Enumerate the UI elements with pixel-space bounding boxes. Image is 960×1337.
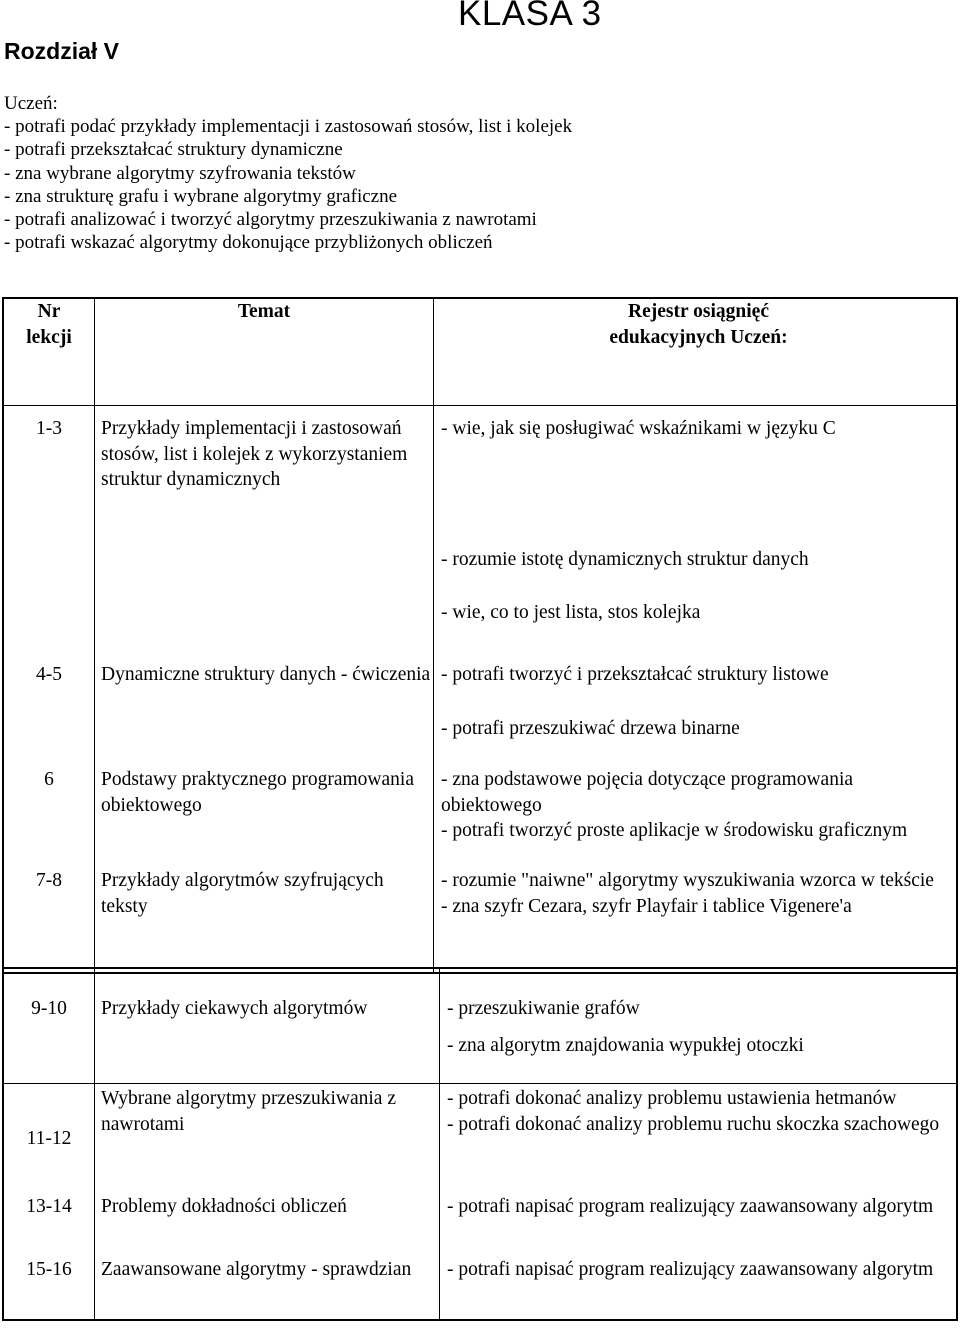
lesson-topic: Przykłady implementacji i zastosowań stosów, list i kolejek z wykorzystaniem struktur dynamicznych xyxy=(95,406,434,653)
outcome: - zna szyfr Cezara, szyfr Playfair i tablice Vigenere'a xyxy=(441,895,852,917)
lesson-outcomes xyxy=(434,652,958,760)
lesson-topic: Problemy dokładności obliczeń xyxy=(95,1194,440,1257)
table-row xyxy=(3,760,957,868)
outcome-item: - potrafi analizować i tworzyć algorytmy przeszukiwania z nawrotami xyxy=(4,209,537,231)
lesson-number: 6 xyxy=(3,760,95,868)
outcome: - zna podstawowe pojęcia dotyczące programowania obiektowego xyxy=(441,769,854,816)
outcome-item: - potrafi wskazać algorytmy dokonujące przybliżonych obliczeń xyxy=(4,232,493,254)
header-nr-lekcji xyxy=(3,298,95,406)
lesson-outcomes xyxy=(440,1194,958,1257)
table-row xyxy=(3,406,957,653)
lesson-topic: Zaawansowane algorytmy - sprawdzian xyxy=(95,1257,440,1320)
lesson-outcomes xyxy=(434,760,958,868)
lesson-table-part-2 xyxy=(2,967,958,1321)
table-row xyxy=(3,868,957,973)
table-row xyxy=(3,1194,957,1257)
outcome: - rozumie "naiwne" algorytmy wyszukiwania wzorca w tekście xyxy=(441,870,934,891)
header-nr-line2: lekcji xyxy=(26,326,72,348)
lesson-topic: Przykłady ciekawych algorytmów xyxy=(95,968,440,1084)
header-rejestr xyxy=(434,298,958,406)
header-nr-line1: Nr xyxy=(37,301,61,322)
outcome: - potrafi przeszukiwać drzewa binarne xyxy=(441,717,740,739)
table-row xyxy=(3,1084,957,1195)
lesson-topic: Przykłady algorytmów szyfrujących teksty xyxy=(95,868,434,973)
lesson-number: 7-8 xyxy=(3,868,95,973)
outcome: - wie, co to jest lista, stos kolejka xyxy=(441,602,701,623)
outcome: - potrafi dokonać analizy problemu ruchu skoczka szachowego xyxy=(447,1113,940,1135)
lesson-number: 15-16 xyxy=(3,1257,95,1320)
outcome: - wie, jak się posługiwać wskaźnikami w języku C xyxy=(441,418,836,439)
outcome: - potrafi napisać program realizujący zaawansowany algorytm xyxy=(447,1196,934,1217)
lesson-number: 4-5 xyxy=(3,652,95,760)
outcome-item: - zna strukturę grafu i wybrane algorytmy graficzne xyxy=(4,185,398,207)
outcome: - zna algorytm znajdowania wypukłej otoczki xyxy=(447,1034,804,1056)
table-row xyxy=(3,652,957,760)
outcome: - potrafi dokonać analizy problemu ustawienia hetmanów xyxy=(447,1088,897,1109)
lesson-number: 13-14 xyxy=(3,1194,95,1257)
lesson-topic: Wybrane algorytmy przeszukiwania z nawrotami xyxy=(95,1084,440,1195)
lesson-outcomes xyxy=(440,1257,958,1320)
learning-outcomes xyxy=(4,92,572,254)
class-title: KLASA 3 xyxy=(458,0,602,33)
table-row xyxy=(3,968,957,1084)
outcomes-lead: Uczeń: xyxy=(4,93,58,114)
table-row xyxy=(3,1257,957,1320)
outcome: - potrafi tworzyć proste aplikacje w środowisku graficznym xyxy=(441,820,908,841)
header-rejestr-line2: edukacyjnych Uczeń: xyxy=(609,326,788,348)
outcome: - potrafi tworzyć i przekształcać struktury listowe xyxy=(441,664,829,685)
outcome: - rozumie istotę dynamicznych struktur danych xyxy=(441,548,809,570)
header-rejestr-line1: Rejestr osiągnięć xyxy=(628,301,769,322)
outcome: - przeszukiwanie grafów xyxy=(447,998,640,1019)
table-header-row xyxy=(3,298,957,406)
lesson-topic: Dynamiczne struktury danych - ćwiczenia xyxy=(95,652,434,760)
lesson-outcomes xyxy=(440,1084,958,1195)
chapter-title: Rozdział V xyxy=(4,38,120,64)
lesson-table-part-1 xyxy=(2,297,958,974)
outcome-item: - zna wybrane algorytmy szyfrowania tekstów xyxy=(4,162,356,184)
lesson-number: 1-3 xyxy=(3,406,95,653)
lesson-outcomes xyxy=(434,868,958,973)
lesson-number: 9-10 xyxy=(3,968,95,1084)
outcome-item: - potrafi przekształcać struktury dynamiczne xyxy=(4,139,343,161)
header-temat: Temat xyxy=(95,298,434,406)
lesson-topic: Podstawy praktycznego programowania obiektowego xyxy=(95,760,434,868)
lesson-outcomes xyxy=(434,406,958,653)
outcome-item: - potrafi podać przykłady implementacji i zastosowań stosów, list i kolejek xyxy=(4,116,573,138)
outcome: - potrafi napisać program realizujący zaawansowany algorytm xyxy=(447,1259,934,1280)
lesson-outcomes xyxy=(440,968,958,1084)
lesson-number: 11-12 xyxy=(3,1084,95,1195)
